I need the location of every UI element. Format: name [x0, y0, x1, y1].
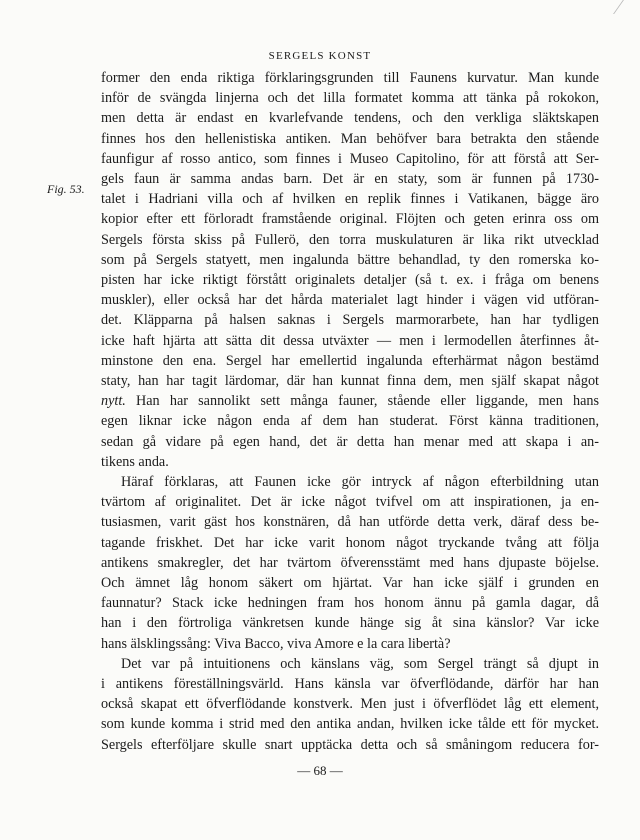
text-line: han i den förtroliga vänkretsen kunde hänge sig åt sina känslor? Var icke	[101, 615, 599, 632]
text-line: antikens smakregler, det har tvärtom öfverensstämt med hans djupaste böjelse.	[101, 554, 599, 571]
text-line: staty, han har tagit lärdomar, där han kunnat finna dem, men själf skapat något	[101, 373, 599, 389]
text-line: Det var på intuitionens och känslans väg, som Sergel trängt så djupt in	[121, 655, 599, 672]
emphasis: nytt.	[101, 393, 126, 410]
text-line: som kunde komma i strid med den antika andan, hvilken icke tålde ett för mycket.	[101, 716, 599, 733]
text-line: minstone den ena. Sergel har emellertid ingalunda efterhärmat någon bestämd	[101, 352, 599, 369]
text-line: sedan gå vidare på egen hand, det är detta han menar med att skapa i an-	[101, 433, 599, 450]
text-line: som på Sergels statyett, men ingalunda bättre behandlad, ty den romerska ko-	[101, 251, 599, 268]
text-line: men detta är endast en kvarlefvande tendens, och den verkliga släktskapen	[101, 110, 599, 127]
text-line: kopior efter ett förloradt framstående original. Flöjten och geten erinra oss om	[101, 211, 599, 228]
text-line: nytt. Han har sannolikt sett många fauner, stående eller liggande, men hans	[101, 393, 599, 410]
text-line: icke haft hjärta att sätta dit dessa utväxter — men i lermodellen återfinnes åt-	[101, 332, 599, 349]
scan-mark	[595, 0, 624, 14]
text-line: inför de svängda linjerna och det lilla formatet komma att tänka på rokokon,	[101, 90, 599, 107]
text-line: gels faun är samma andas barn. Det är en staty, som är funnen på 1730-	[101, 171, 599, 187]
text-line: muskler), eller också har det hårda materialet lagt hinder i vägen vid utföran-	[101, 292, 599, 309]
text-line: tagande friskhet. Det har icke varit honom något tryckande tvång att följa	[101, 534, 599, 551]
text-line: tikens anda.	[101, 453, 169, 470]
page-number: — 68 —	[297, 762, 343, 778]
text-line: egen liknar icke någon enda af dem han studerat. Först känna traditionen,	[101, 413, 599, 430]
text-line: Sergels första skiss på Fullerö, den torra muskulaturen är lika rikt utvecklad	[101, 231, 599, 248]
text-line: det. Kläpparna på halsen saknas i Sergels marmorarbete, han har tydligen	[101, 312, 599, 329]
figure-reference: Fig. 53.	[47, 182, 85, 196]
text-line: faunnatur? Stack icke hedningen fram hos honom ännu på gamla dagar, då	[101, 595, 599, 612]
text-line: Häraf förklaras, att Faunen icke gör intryck af någon efterbildning utan	[121, 474, 599, 490]
text-line: finnes hos den hellenistiska antiken. Man behöfver bara betrakta den stående	[101, 130, 599, 147]
text-line: också skapat ett öfverflödande konstverk. Men just i öfverflödet låg ett element,	[101, 696, 599, 713]
text-line: i antikens föreställningsvärld. Hans känsla var öfverflödande, därför har han	[101, 676, 599, 692]
text-line: faunfigur af rosso antico, som finnes i Museo Capitolino, för att förstå att Ser-	[101, 150, 599, 167]
text-line: Sergels efterföljare skulle snart upptäcka detta och så småningom reducera for-	[101, 736, 599, 753]
text-line: talet i Hadriani villa och af hvilken en replik finnes i Vatikanen, bägge äro	[101, 191, 599, 208]
text-line: hans älsklingssång: Viva Bacco, viva Amore e la cara libertà?	[101, 635, 451, 652]
text-line: tvärtom af originalitet. Det är icke något tvifvel om att inspirationen, ja en-	[101, 494, 599, 511]
text-line: Och ämnet låg honom säkert om hjärtat. Var han icke själf i grunden en	[101, 575, 599, 591]
text-line: former den enda riktiga förklaringsgrunden till Faunens kurvatur. Man kunde	[101, 70, 599, 86]
text-line: pisten har icke riktigt förstått originalets detaljer (så t. ex. i fråga om benens	[101, 272, 599, 288]
running-head: SERGELS KONST	[268, 50, 372, 62]
text-line: tusiasmen, varit gäst hos konstnären, då han utförde detta verk, däraf dess be-	[101, 514, 599, 531]
